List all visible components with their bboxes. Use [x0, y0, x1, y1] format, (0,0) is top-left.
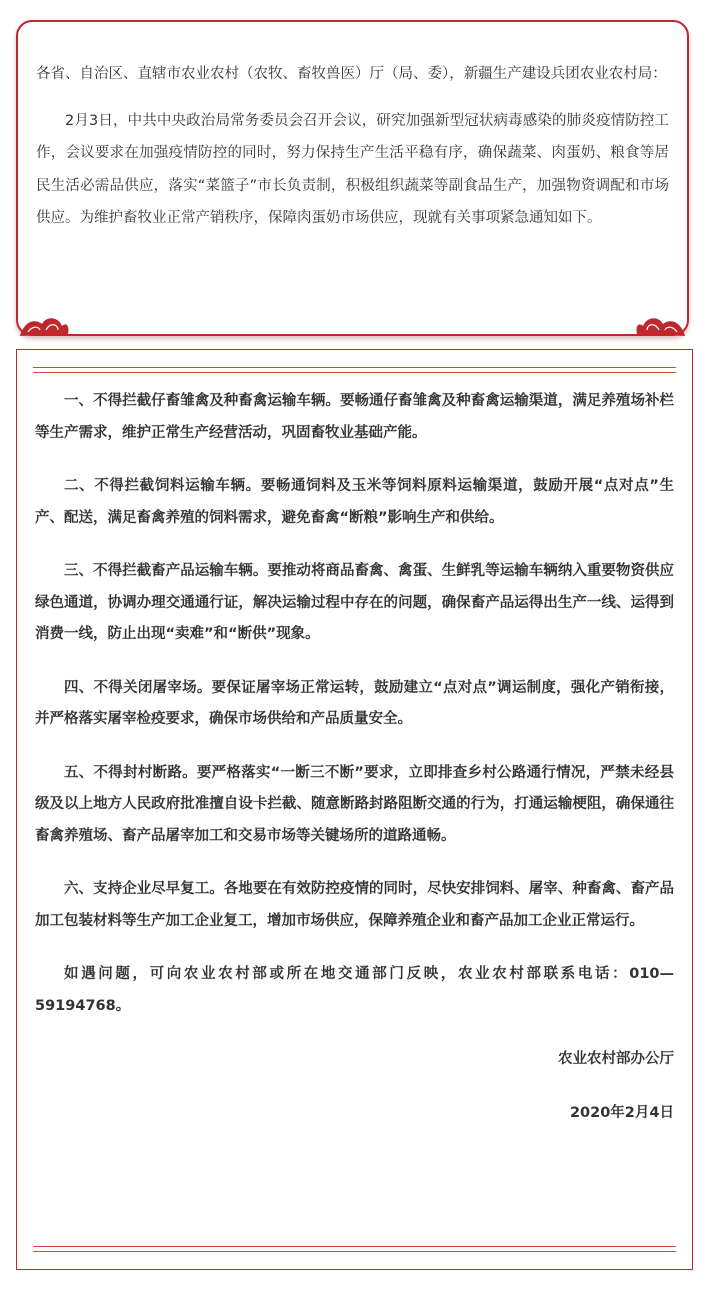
item-6: 六、支持企业尽早复工。各地要在有效防控疫情的同时，尽快安排饲料、屠宰、种畜禽、畜产品加工包装材料等生产加工企业复工，增加市场供应，保障养殖企业和畜产品加工企业正常运行。	[35, 881, 674, 929]
red-cloud-ornament-right	[633, 312, 687, 338]
item-4: 四、不得关闭屠宰场。要保证屠宰场正常运转，鼓励建立“点对点”调运制度，强化产销衔接，并严格落实屠宰检疫要求，确保市场供给和产品质量安全。	[35, 679, 674, 727]
intro-paragraph: 2月3日，中共中央政治局常务委员会召开会议，研究加强新型冠状病毒感染的肺炎疫情防控工作，会议要求在加强疫情防控的同时，努力保持生产生活平稳有序，确保蔬菜、肉蛋奶、粮食等居民生活必需品供应，落实“菜篮子”市长负责制，积极组织蔬菜等副食品生产，加强物资调配和市场供应。为维护畜牧业正常产销秩序，保障肉蛋奶市场供应，现就有关事项紧急通知如下。	[36, 112, 669, 226]
contact-paragraph: 如遇问题，可向农业农村部或所在地交通部门反映，农业农村部联系电话：010—59194768。	[35, 966, 674, 1014]
item-1: 一、不得拦截仔畜雏禽及种畜禽运输车辆。要畅通仔畜雏禽及种畜禽运输渠道，满足养殖场补栏等生产需求，维护正常生产经营活动，巩固畜牧业基础产能。	[35, 393, 674, 441]
item-2: 二、不得拦截饲料运输车辆。要畅通饲料及玉米等饲料原料运输渠道，鼓励开展“点对点”生产、配送，满足畜禽养殖的饲料需求，避免畜禽“断粮”影响生产和供给。	[35, 478, 674, 526]
date: 2020年2月4日	[569, 1104, 674, 1121]
addressee: 各省、自治区、直辖市农业农村（农牧、畜牧兽医）厅（局、委），新疆生产建设兵团农业农村局：	[36, 66, 667, 82]
intro-text	[36, 58, 669, 235]
notice-body	[35, 386, 674, 1151]
intro-card	[16, 20, 689, 336]
notice-body-card	[16, 349, 693, 1270]
item-5: 五、不得封村断路。要严格落实“一断三不断”要求，立即排查乡村公路通行情况，严禁未经县级及以上地方人民政府批准擅自设卡拦截、随意断路封路阻断交通的行为，打通运输梗阻，确保通往畜禽养殖场、畜产品屠宰加工和交易市场等关键场所的道路通畅。	[35, 764, 674, 844]
top-double-rule	[33, 367, 676, 373]
signature: 农业农村部办公厅	[558, 1051, 674, 1067]
item-3: 三、不得拦截畜产品运输车辆。要推动将商品畜禽、禽蛋、生鲜乳等运输车辆纳入重要物资供应绿色通道，协调办理交通通行证，解决运输过程中存在的问题，确保畜产品运得出生产一线、运得到消费一线，防止出现“卖难”和“断供”现象。	[35, 563, 674, 642]
bottom-double-rule	[33, 1246, 676, 1252]
red-cloud-ornament-left	[18, 312, 72, 338]
